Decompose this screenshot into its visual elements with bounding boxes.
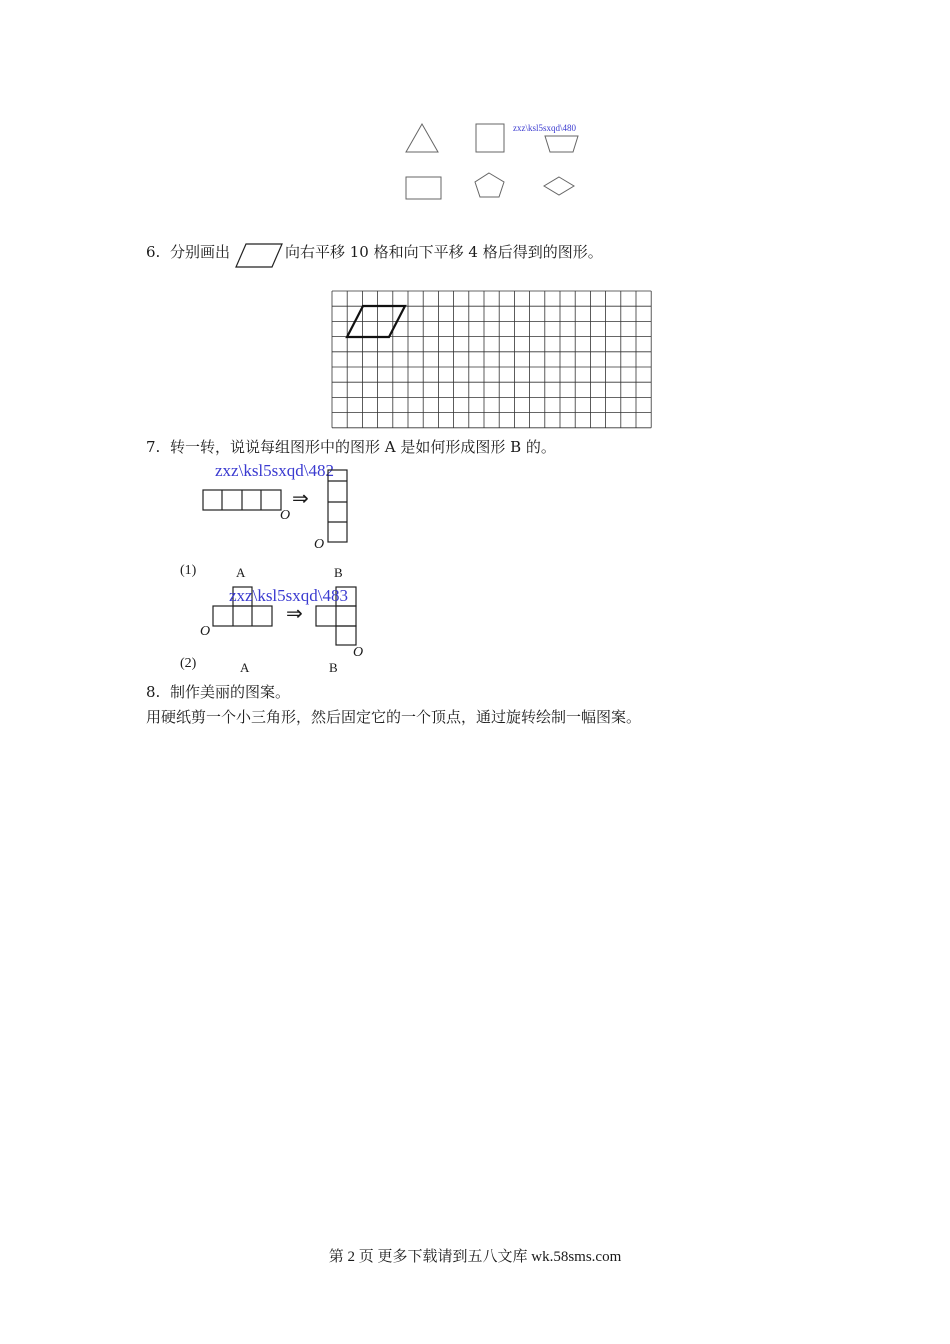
question6-text-before: 分别画出: [170, 243, 231, 261]
rectangle-shape: [406, 177, 441, 199]
pentagon-shape: [475, 173, 504, 197]
question8-number: 8.: [146, 683, 161, 701]
page-footer: 第 2 页 更多下载请到五八文库 wk.58sms.com: [328, 1249, 622, 1265]
parallelogram-inline-icon: [234, 240, 286, 274]
question8-title: 制作美丽的图案。: [170, 683, 291, 701]
watermark-480: zxz\ksl5sxqd\480: [513, 123, 576, 133]
origin-label-2a: O: [200, 624, 211, 639]
triangle-shape: [406, 124, 438, 152]
origin-label-1b: O: [314, 537, 325, 552]
question8-body: 用硬纸剪一个小三角形，然后固定它的一个顶点，通过旋转绘制一幅图案。: [146, 708, 642, 726]
rotate-arrow-2: ⇒: [286, 601, 303, 625]
part2-label: (2): [180, 656, 197, 671]
watermark-483: zxz\ksl5sxqd\483: [229, 586, 348, 605]
rhombus-shape: [544, 177, 574, 195]
part2-label-b: B: [329, 660, 338, 675]
question7-number: 7.: [146, 438, 161, 456]
translation-grid: [332, 291, 652, 433]
part1-label-a: A: [236, 565, 246, 580]
part1-label: (1): [180, 563, 197, 578]
trapezoid-shape: [545, 136, 578, 152]
rotate-arrow-1: ⇒: [292, 486, 309, 510]
question7-text: 转一转，说说每组图形中的图形 A 是如何形成图形 B 的。: [170, 438, 556, 456]
part1-label-b: B: [334, 565, 343, 580]
origin-label-2b: O: [353, 645, 364, 660]
origin-label-1a: O: [280, 508, 291, 523]
figure-2a-cells: [213, 606, 272, 626]
part2-label-a: A: [240, 660, 250, 675]
question6-number: 6.: [146, 243, 161, 261]
watermark-482: zxz\ksl5sxqd\482: [215, 461, 334, 480]
square-shape: [476, 124, 504, 152]
question6-text-after: 向右平移 10 格和向下平移 4 格后得到的图形。: [285, 243, 603, 261]
